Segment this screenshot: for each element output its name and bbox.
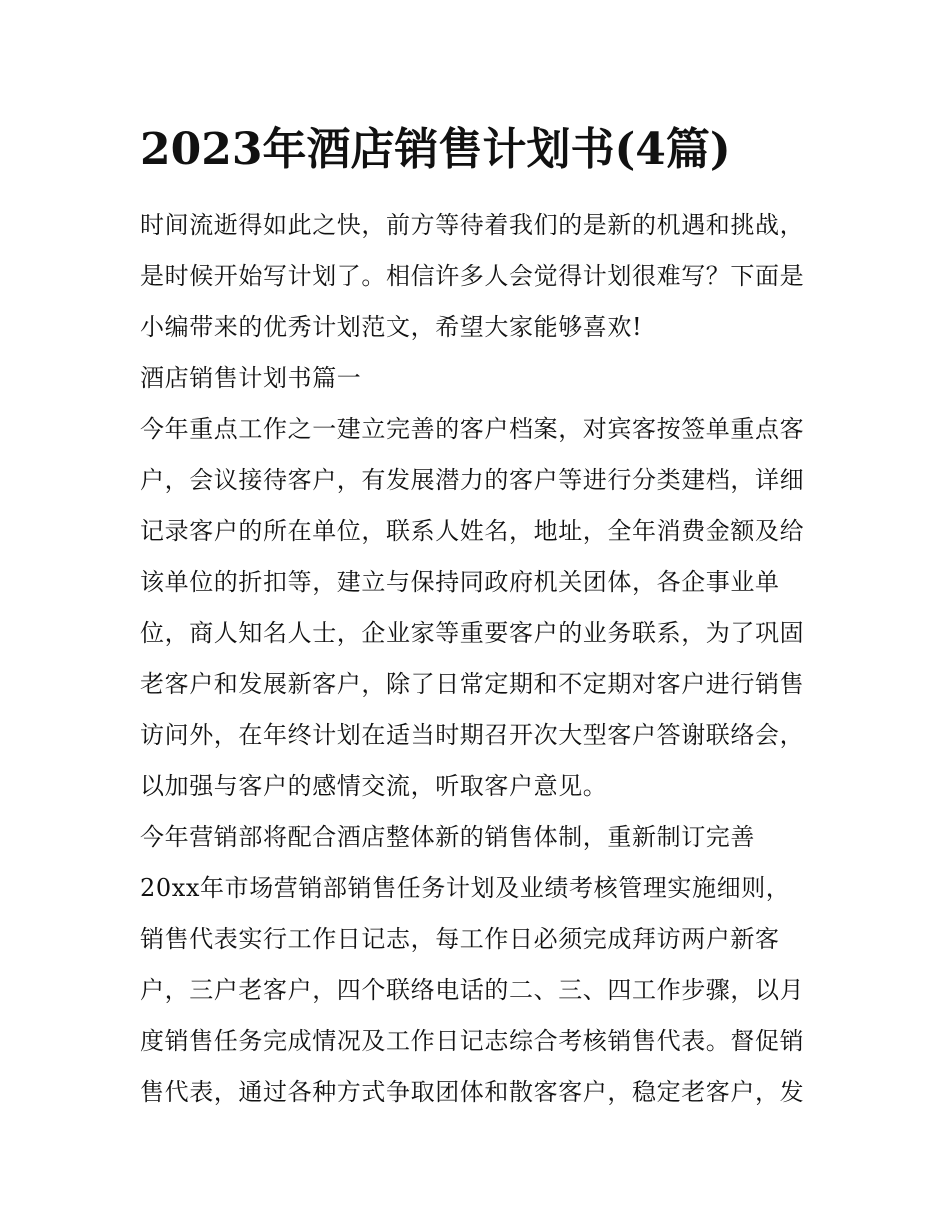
text-line: 时间流逝得如此之快，前方等待着我们的是新的机遇和挑战，	[140, 211, 805, 239]
document-body	[140, 200, 840, 1118]
text-line: 今年营销部将配合酒店整体新的销售体制，重新制订完善	[140, 823, 755, 851]
text-line: 今年重点工作之一建立完善的客户档案，对宾客按签单重点客	[140, 415, 805, 443]
text-line: 户，三户老客户，四个联络电话的二、三、四工作步骤，以月	[140, 976, 805, 1004]
text-line: 是时候开始写计划了。相信许多人会觉得计划很难写？下面是	[140, 262, 805, 290]
text-line: 小编带来的优秀计划范文，希望大家能够喜欢!	[140, 313, 643, 341]
text-line: 该单位的折扣等，建立与保持同政府机关团体，各企事业单	[140, 568, 780, 596]
text-line: 度销售任务完成情况及工作日记志综合考核销售代表。督促销	[140, 1027, 805, 1055]
text-line: 老客户和发展新客户，除了日常定期和不定期对客户进行销售	[140, 670, 805, 698]
text-line: 记录客户的所在单位，联系人姓名，地址，全年消费金额及给	[140, 517, 805, 545]
text-line: 售代表，通过各种方式争取团体和散客客户，稳定老客户，发	[140, 1078, 805, 1106]
text-line: 户，会议接待客户，有发展潜力的客户等进行分类建档，详细	[140, 466, 805, 494]
text-line: 以加强与客户的感情交流，听取客户意见。	[140, 772, 608, 800]
text-line: 销售代表实行工作日记志，每工作日必须完成拜访两户新客	[140, 925, 780, 953]
document-title: 2023年酒店销售计划书(4篇)	[140, 124, 731, 175]
text-line: 20xx年市场营销部销售任务计划及业绩考核管理实施细则，	[140, 874, 791, 902]
text-line: 位，商人知名人士，企业家等重要客户的业务联系，为了巩固	[140, 619, 805, 647]
text-line: 访问外，在年终计划在适当时期召开次大型客户答谢联络会，	[140, 721, 805, 749]
section-heading: 酒店销售计划书篇一	[140, 364, 362, 392]
